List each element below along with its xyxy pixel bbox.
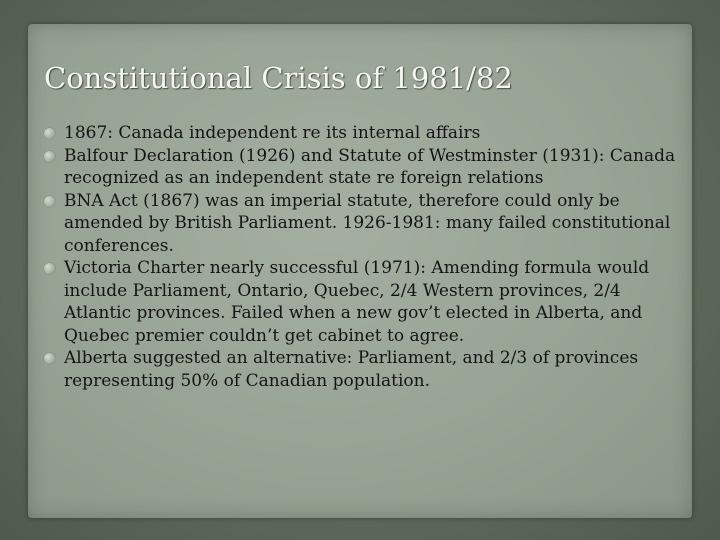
round-bullet-icon	[44, 263, 55, 274]
round-bullet-icon	[44, 128, 55, 139]
round-bullet-icon	[44, 196, 55, 207]
slide-title: Constitutional Crisis of 1981/82	[44, 61, 513, 95]
bullet-list	[44, 122, 684, 392]
bullet-text: Alberta suggested an alternative: Parliament, and 2/3 of provinces representing 50% of Canadian population.	[64, 348, 639, 391]
bullet-text: Victoria Charter nearly successful (1971): Amending formula would include Parliament, Ontario, Quebec, 2/4 Western provinces, 2/4 Atlantic provinces. Failed when a new gov’t elected in Alberta, and Quebec premier couldn’t get cabinet to agree.	[64, 258, 650, 346]
bullet-item	[44, 190, 684, 258]
bullet-item	[44, 257, 684, 347]
bullet-item	[44, 122, 684, 145]
bullet-item	[44, 347, 684, 392]
bullet-text: BNA Act (1867) was an imperial statute, therefore could only be amended by British Parliament. 1926-1981: many failed constitutional conferences.	[64, 190, 671, 256]
bullet-text: Balfour Declaration (1926) and Statute of Westminster (1931): Canada recognized as an independent state re foreign relations	[64, 145, 676, 188]
bullet-text: 1867: Canada independent re its internal affairs	[64, 123, 481, 143]
bullet-item	[44, 145, 684, 190]
round-bullet-icon	[44, 151, 55, 162]
round-bullet-icon	[44, 353, 55, 364]
